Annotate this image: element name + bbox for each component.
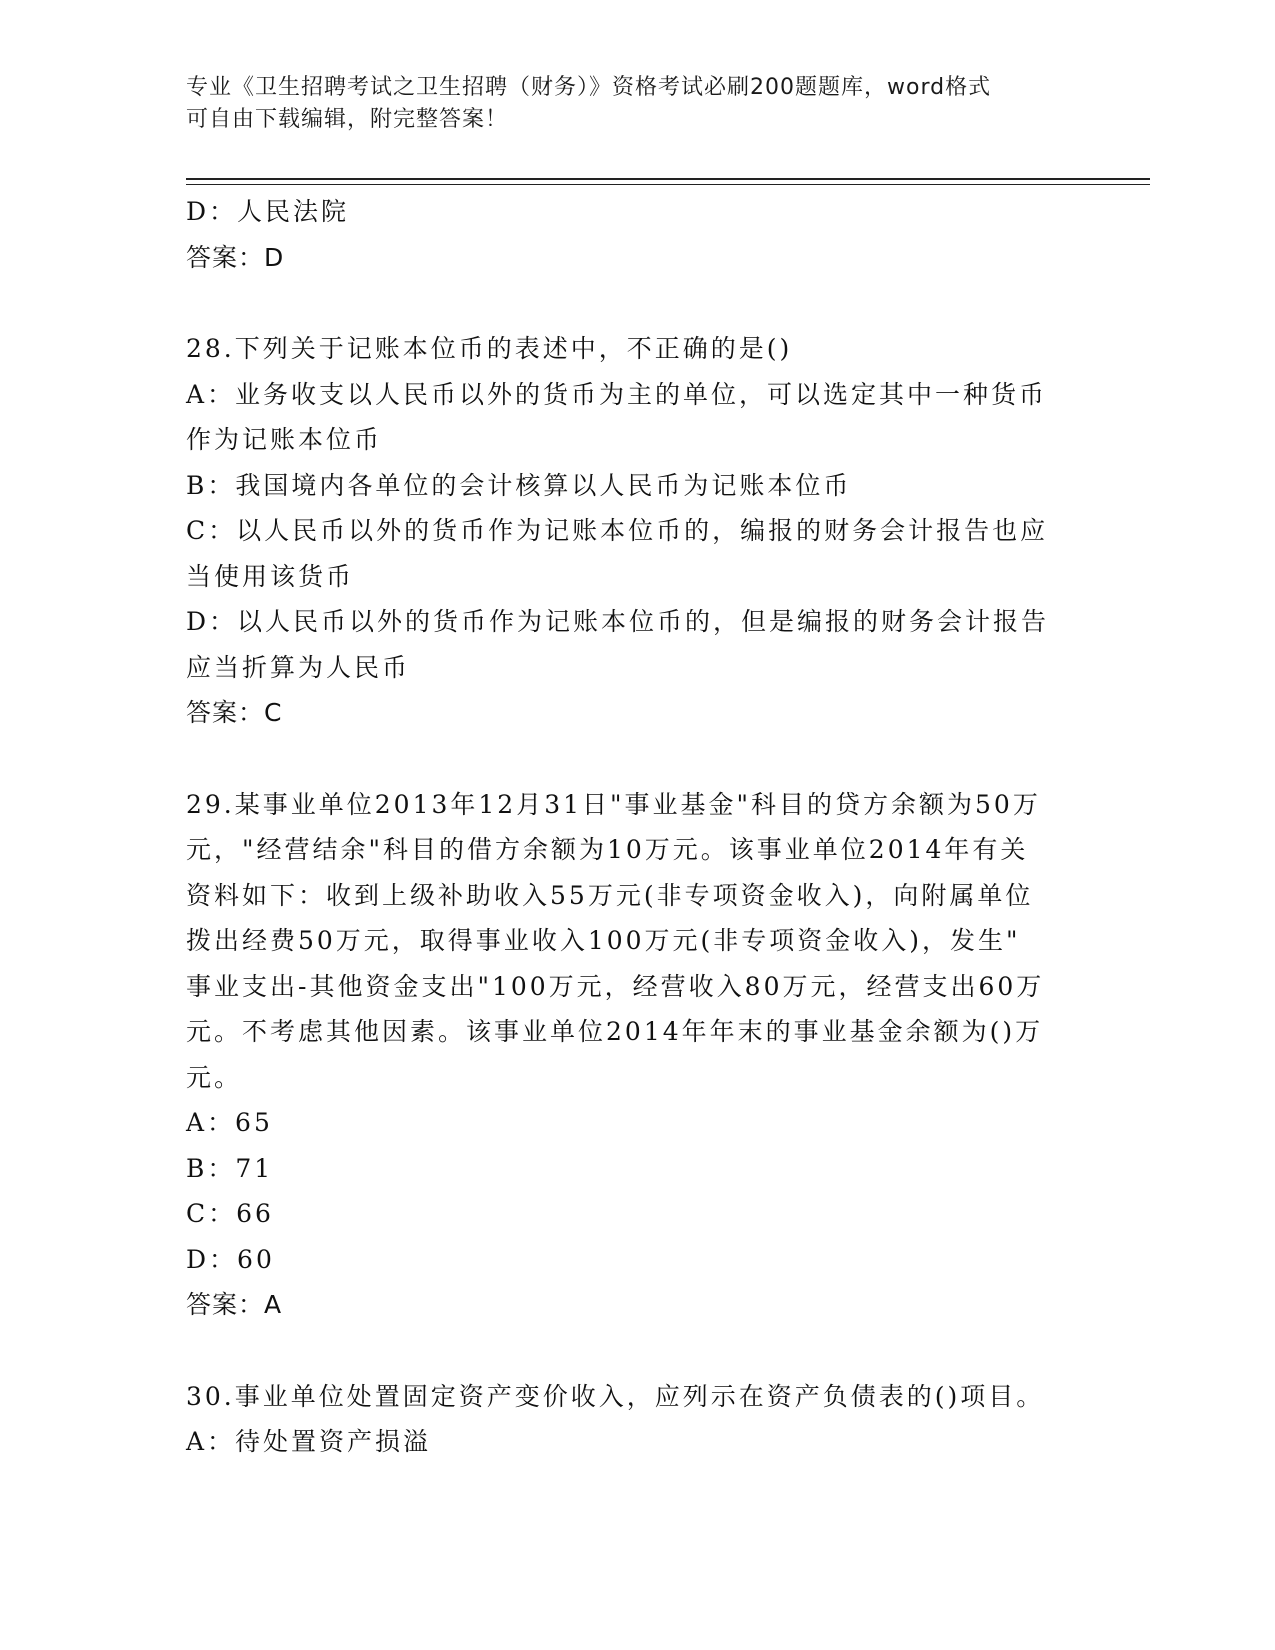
option-b: B：71 — [186, 1153, 274, 1183]
question-28 — [186, 326, 1076, 736]
option-d-continued: 应当折算为人民币 — [186, 652, 411, 682]
spacer — [186, 736, 1076, 782]
spacer — [186, 280, 1076, 326]
question-list — [186, 189, 1076, 1465]
option-a: A：业务收支以人民币以外的货币为主的单位，可以选定其中一种货币 — [186, 379, 1048, 409]
option-b: B：我国境内各单位的会计核算以人民币为记账本位币 — [186, 470, 852, 500]
option-d: D：人民法院 — [186, 197, 350, 226]
option-a-continued: 作为记账本位币 — [186, 425, 383, 454]
answer-line: 答案：A — [186, 1290, 283, 1319]
previous-question-tail — [186, 189, 1076, 280]
header-divider-thick — [186, 178, 1150, 180]
question-stem-continued: 资料如下：收到上级补助收入55万元(非专项资金收入)，向附属单位 — [186, 880, 1034, 910]
option-a: A：待处置资产损溢 — [186, 1427, 432, 1456]
document-header — [186, 72, 1066, 136]
question-30 — [186, 1374, 1076, 1465]
header-divider-thin — [186, 184, 1150, 185]
question-stem-continued: 元，"经营结余"科目的借方余额为10万元。该事业单位2014年有关 — [186, 835, 1029, 864]
option-d: D：60 — [186, 1244, 275, 1274]
question-stem: 28.下列关于记账本位币的表述中，不正确的是() — [186, 334, 793, 363]
question-stem-continued: 事业支出-其他资金支出"100万元，经营收入80万元，经营支出60万 — [186, 971, 1045, 1001]
answer-line: 答案：C — [186, 698, 283, 727]
header-line-2: 可自由下载编辑，附完整答案！ — [186, 107, 509, 132]
header-line-1: 专业《卫生招聘考试之卫生招聘（财务）》资格考试必刷200题题库，word格式 — [186, 75, 992, 100]
option-d: D：以人民币以外的货币作为记账本位币的，但是编报的财务会计报告 — [186, 607, 1050, 636]
option-c: C：66 — [186, 1199, 274, 1228]
answer-line: 答案：D — [186, 242, 285, 272]
question-stem: 29.某事业单位2013年12月31日"事业基金"科目的贷方余额为50万 — [186, 789, 1041, 819]
question-29 — [186, 782, 1076, 1328]
question-stem: 30.事业单位处置固定资产变价收入，应列示在资产负债表的()项目。 — [186, 1381, 1045, 1411]
question-stem-continued: 拨出经费50万元，取得事业收入100万元(非专项资金收入)，发生" — [186, 926, 1021, 955]
question-stem-continued: 元。 — [186, 1062, 243, 1092]
question-stem-continued: 元。不考虑其他因素。该事业单位2014年年末的事业基金余额为()万 — [186, 1017, 1044, 1046]
spacer — [186, 1328, 1076, 1374]
option-c: C：以人民币以外的货币作为记账本位币的，编报的财务会计报告也应 — [186, 516, 1049, 545]
option-a: A：65 — [186, 1108, 273, 1137]
option-c-continued: 当使用该货币 — [186, 561, 355, 591]
